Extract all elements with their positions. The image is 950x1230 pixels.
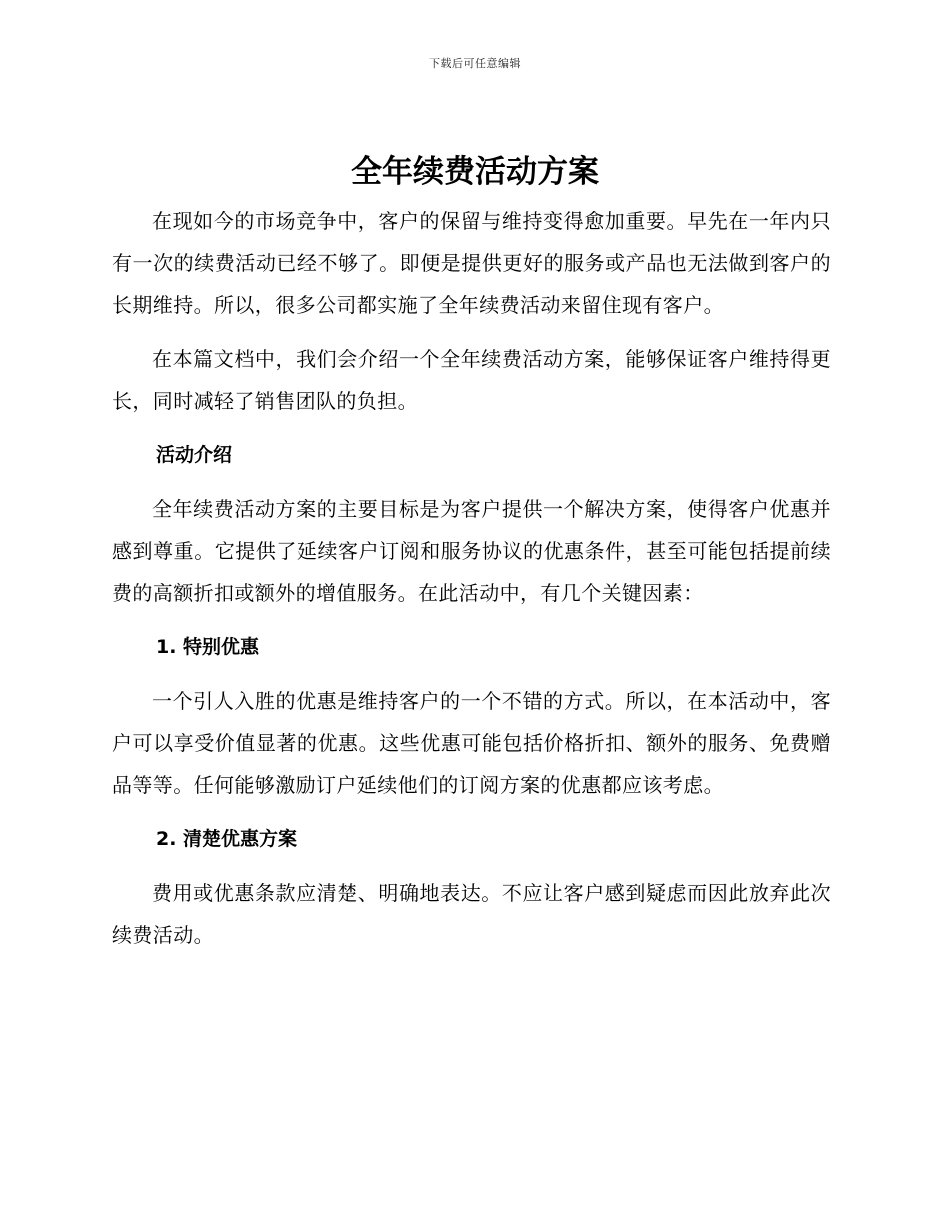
- paragraph-special-offer: 一个引人入胜的优惠是维持客户的一个不错的方式。所以，在本活动中，客户可以享受价值显著的优惠。这些优惠可能包括价格折扣、额外的服务、免费赠品等等。任何能够激励订户延续他们的订阅方案的优惠都应该考虑。: [112, 689, 831, 797]
- spacer: [112, 860, 831, 872]
- spacer: [112, 422, 831, 434]
- spacer: [112, 326, 831, 338]
- spacer: [112, 806, 831, 818]
- section-heading-clear-offer: 2. 清楚优惠方案: [156, 828, 298, 850]
- spacer: [112, 476, 831, 488]
- page-title: 全年续费活动方案: [351, 154, 599, 190]
- section-heading-activity-intro: 活动介绍: [156, 444, 233, 466]
- paragraph-clear-offer: 费用或优惠条款应清楚、明确地表达。不应让客户感到疑虑而因此放弃此次续费活动。: [112, 881, 831, 947]
- section-heading-special-offer: 1. 特别优惠: [156, 636, 260, 658]
- paragraph-intro-1: 在现如今的市场竞争中，客户的保留与维持变得愈加重要。早先在一年内只有一次的续费活动已经不够了。即便是提供更好的服务或产品也无法做到客户的长期维持。所以，很多公司都实施了全年续费活动来留住现有客户。: [112, 209, 831, 317]
- spacer: [112, 668, 831, 680]
- header-note: 下载后可任意编辑: [429, 57, 521, 70]
- document-body: [112, 200, 831, 956]
- paragraph-activity-intro: 全年续费活动方案的主要目标是为客户提供一个解决方案，使得客户优惠并感到尊重。它提供了延续客户订阅和服务协议的优惠条件，甚至可能包括提前续费的高额折扣或额外的增值服务。在此活动中，有几个关键因素：: [112, 497, 831, 605]
- paragraph-intro-2: 在本篇文档中，我们会介绍一个全年续费活动方案，能够保证客户维持得更长，同时减轻了销售团队的负担。: [112, 347, 831, 413]
- spacer: [112, 614, 831, 626]
